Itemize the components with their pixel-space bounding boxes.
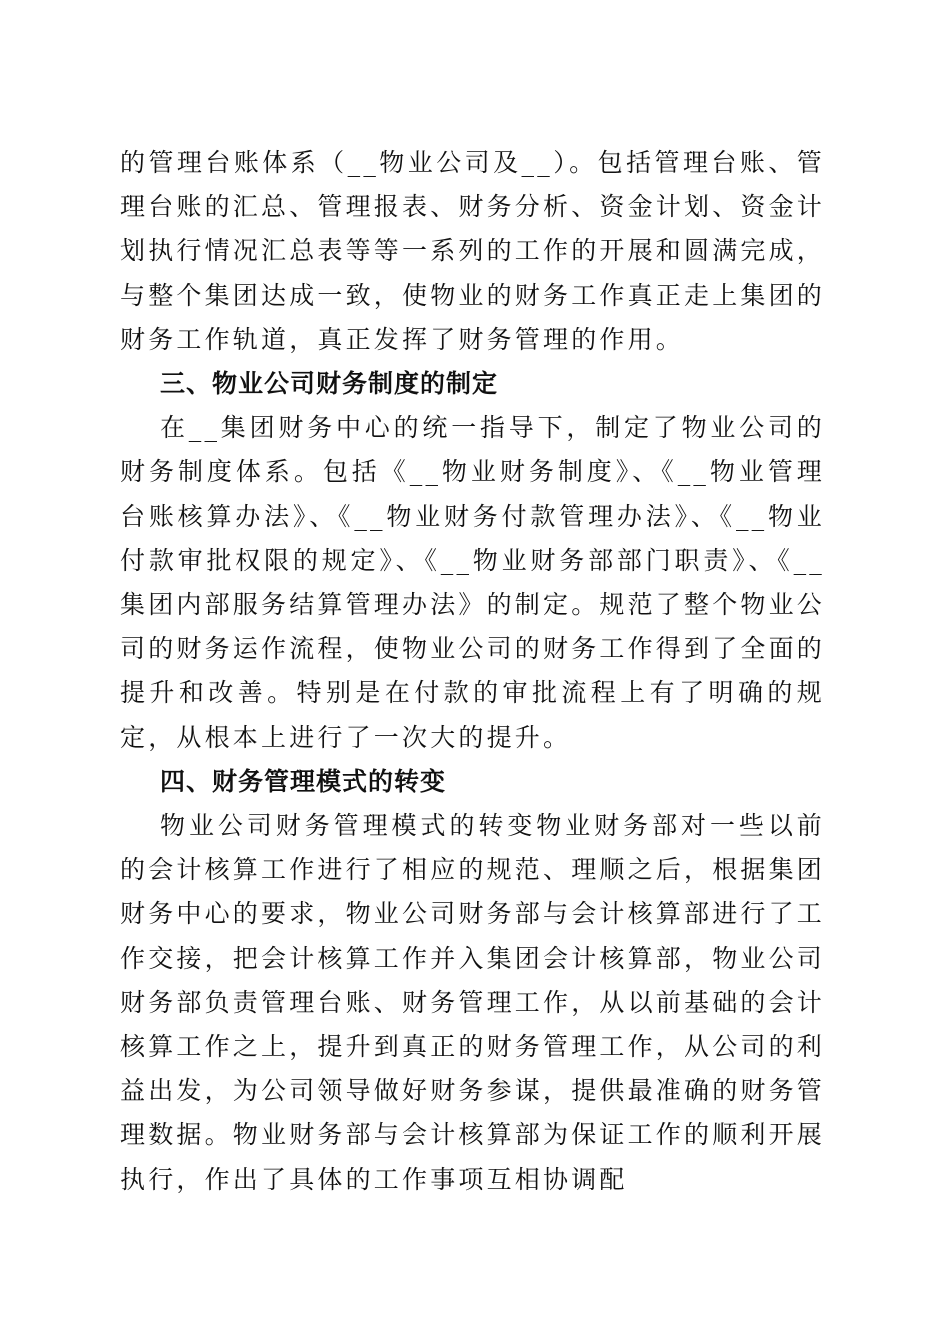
paragraph-section-4: 物业公司财务管理模式的转变物业财务部对一些以前的会计核算工作进行了相应的规范、理顺之后，根据集团财务中心的要求，物业公司财务部与会计核算部进行了工作交接，把会计核算工作并入集团会计核算部，物业公司财务部负责管理台账、财务管理工作，从以前基础的会计核算工作之上，提升到真正的财务管理工作，从公司的利益出发，为公司领导做好财务参谋，提供最准确的财务管理数据。物业财务部与会计核算部为保证工作的顺利开展执行，作出了具体的工作事项互相协调配 bbox=[120, 811, 826, 1194]
paragraph-continuation: 的管理台账体系（__物业公司及__）。包括管理台账、管理台账的汇总、管理报表、财务分析、资金计划、资金计划执行情况汇总表等等一系列的工作的开展和圆满完成，与整个集团达成一致，使物业的财务工作真正走上集团的财务工作轨道，真正发挥了财务管理的作用。 bbox=[120, 148, 826, 354]
section-heading-4: 四、财务管理模式的转变 bbox=[160, 766, 447, 796]
section-heading-3: 三、物业公司财务制度的制定 bbox=[160, 369, 499, 399]
document-body bbox=[120, 141, 825, 1202]
paragraph-section-3: 在__集团财务中心的统一指导下，制定了物业公司的财务制度体系。包括《__物业财务制度》、《__物业管理台账核算办法》、《__物业财务付款管理办法》、《__物业付款审批权限的规定》、《__物业财务部部门职责》、《__集团内部服务结算管理办法》的制定。规范了整个物业公司的财务运作流程，使物业公司的财务工作得到了全面的提升和改善。特别是在付款的审批流程上有了明确的规定，从根本上进行了一次大的提升。 bbox=[120, 413, 826, 752]
